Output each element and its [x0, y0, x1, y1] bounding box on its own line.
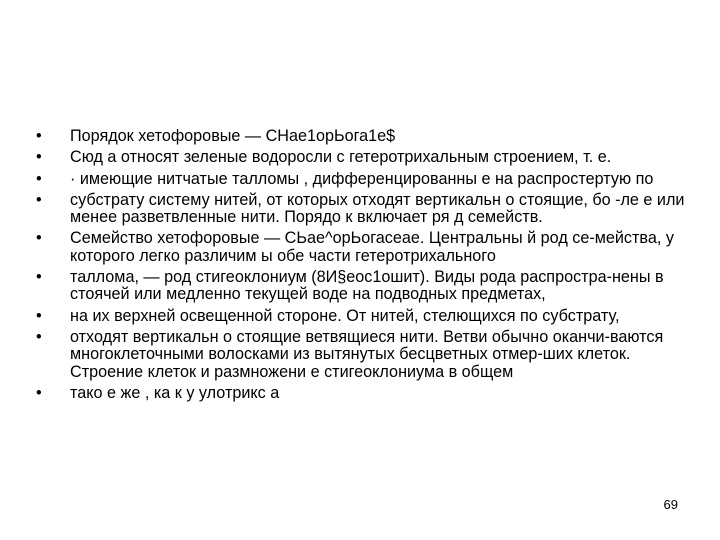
bullet-text: отходят вертикальн о стоящие ветвящиеся нити. Ветви обычно оканчи-ваются многоклеточными волосками из вытянутых бесцветных отмер-ших клеток. Строение клеток и размножени е стигеоклониума в общем: [70, 327, 664, 381]
bullet-item: [36, 230, 688, 265]
bullet-marker: •: [36, 268, 42, 287]
bullet-item: [36, 149, 688, 166]
bullet-marker: •: [36, 229, 42, 248]
bullet-list: [36, 128, 688, 406]
bullet-marker: •: [36, 327, 42, 346]
bullet-text: субстрату систему нитей, от которых отходят вертикальн о стоящие, бо -ле е или менее разветвленные нити. Порядо к включает ря д семейств.: [70, 190, 685, 227]
bullet-text: · имеющие нитчатые талломы , дифференцированны е на распростертую по: [70, 169, 654, 188]
bullet-item: [36, 171, 688, 188]
bullet-item: [36, 385, 688, 402]
bullet-marker: •: [36, 148, 42, 167]
bullet-text: Семейство хетофоровые — СЬае^орЬогасеае. Центральны й род се-мейства, у которого легко различим ы обе части гетеротрихального: [70, 229, 674, 265]
page-number: 69: [663, 497, 678, 512]
bullet-marker: •: [36, 383, 42, 402]
bullet-text: таллома, — род стигеоклониум (8И§еос1ошит). Виды рода распростра-нены в стоячей или медленно текущей воде на подводных предметах,: [70, 268, 664, 304]
bullet-item: [36, 269, 688, 304]
bullet-item: [36, 329, 688, 381]
bullet-text: на их верхней освещенной стороне. От нитей, стелющихся по субстрату,: [70, 306, 620, 325]
bullet-text: Порядок хетофоровые — СНае1орЬога1е$: [70, 127, 396, 145]
bullet-text: Сюд а относят зеленые водоросли с гетеротрихальным строением, т. е.: [70, 148, 612, 167]
bullet-marker: •: [36, 169, 42, 188]
bullet-item: [36, 192, 688, 227]
bullet-item: [36, 128, 688, 145]
bullet-marker: •: [36, 190, 42, 209]
bullet-text: тако е же , ка к у улотрикс а: [70, 383, 280, 402]
bullet-marker: •: [36, 127, 42, 145]
bullet-item: [36, 308, 688, 325]
bullet-marker: •: [36, 306, 42, 325]
